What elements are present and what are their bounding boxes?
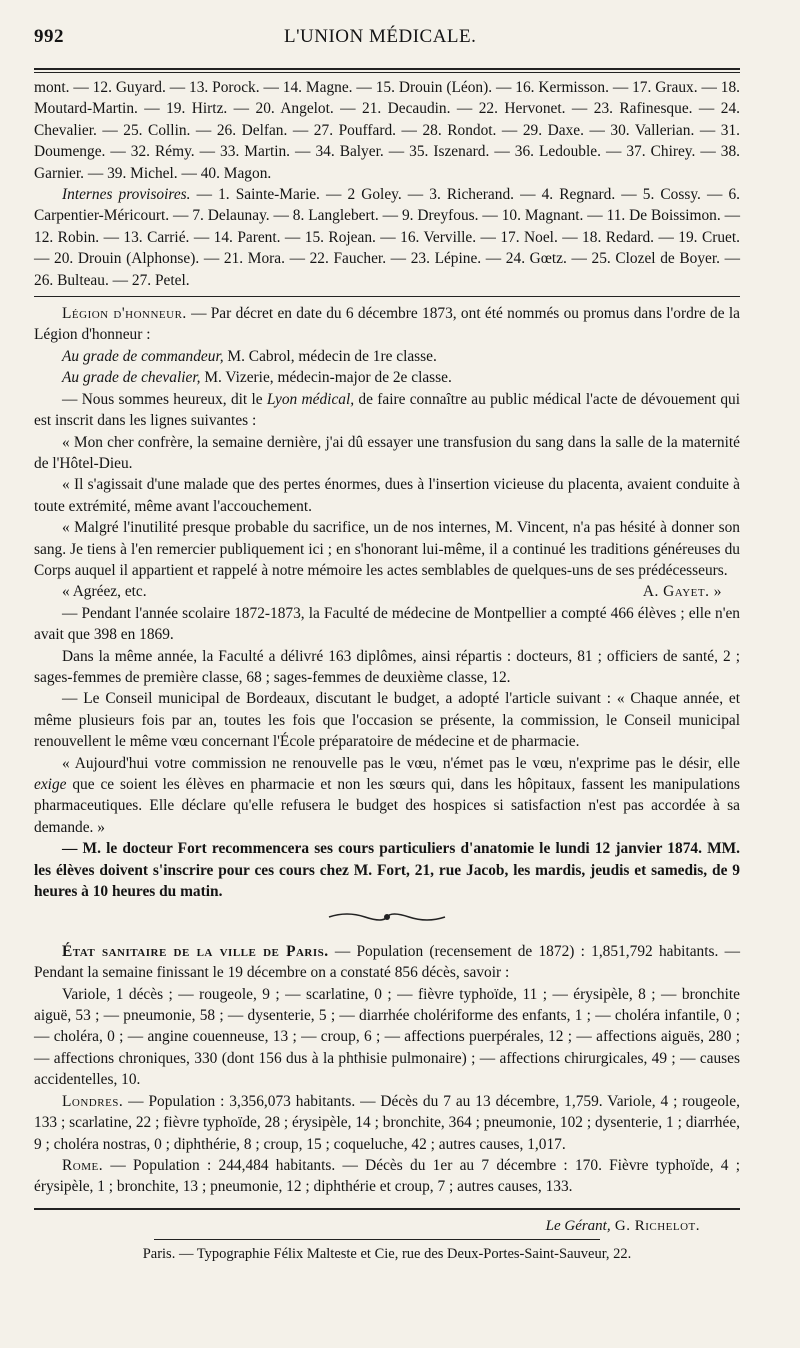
rome-paragraph: [34, 1155, 740, 1198]
letter-paragraph-2: « Il s'agissait d'une malade que des pertes énormes, dues à l'insertion vicieuse du placenta, avaient conduite à toute extrémité, même avant l'accouchement.: [34, 476, 740, 515]
rome-text: — Population : 244,484 habitants. — Décès du 1er au 7 décembre : 170. Fièvre typhoïde, 4 ; érysipèle, 1 ; bronchite, 13 ; pneumonie, 12 ; diphthérie et croup, 7 ; autres causes, 133.: [34, 1156, 740, 1196]
lyon-medical-title: Lyon médical,: [266, 390, 355, 408]
letter-paragraph-1: « Mon cher confrère, la semaine dernière, j'ai dû essayer une transfusion du sang dans la salle de la maternité de l'Hôtel-Dieu.: [34, 433, 740, 472]
journal-title: L'UNION MÉDICALE.: [284, 26, 477, 47]
letter-signature: A. Gayet. »: [642, 583, 722, 601]
diplomes-paragraph: Dans la même année, la Faculté a délivré 163 diplômes, ainsi répartis : docteurs, 81 ; officiers de santé, 2 ; sages-femmes de première classe, 68 ; sages-femmes de deuxième classe, 12.: [34, 647, 740, 686]
running-head: [34, 18, 740, 46]
commission-text-b: que ce soient les élèves en pharmacie et non les sœurs qui, dans les hôpitaux, fassent les manipulations pharmaceutiques. Elle déclare qu'elle refusera le budget des hospices si satisfaction n'est pas accordée à sa demande. »: [34, 776, 740, 836]
letter-paragraph-3: « Malgré l'inutilité presque probable du sacrifice, un de nos internes, M. Vincent, n'a pas hésité à donner son sang. Je tiens à l'en remercier publiquement ici ; en s'honorant lui-même, il a continué les traditions généreuses du Corps auquel il appartient et rappelé à notre mémoire les actes semblables de quelques-uns de ses prédécesseurs.: [34, 519, 740, 579]
londres-text: — Population : 3,356,073 habitants. — Décès du 7 au 13 décembre, 1,759. Variole, 4 ; rougeole, 133 ; scarlatine, 22 ; fièvre typhoïde, 28 ; érysipèle, 14 ; bronchite, 364 ; pneumonie, 102 ; dysenterie, 1 ; diarrhée, 9 ; choléra nostras, 0 ; diphthérie, 8 ; croup, 15 ; coqueluche, 42 ; autres causes, 1,017.: [34, 1092, 740, 1153]
commandeur-text: M. Cabrol, médecin de 1re classe.: [223, 347, 437, 365]
ornament-flourish-icon: [327, 911, 447, 923]
header-rule: [34, 68, 740, 73]
lyon-medical-intro: — Nous sommes heureux, dit le: [62, 390, 267, 408]
paris-deaths-paragraph: Variole, 1 décès ; — rougeole, 9 ; — scarlatine, 0 ; — fièvre typhoïde, 11 ; — érysipèle, 8 ; — bronchite aiguë, 53 ; — pneumonie, 58 ; — dysenterie, 5 ; — diarrhée cholériforme des enfants, 1 ; — choléra infantile, 0 ; — choléra, 0 ; — angine couenneuse, 13 ; — croup, 6 ; — affections puerpérales, 12 ; — affections aiguës, 280 ; — affections chroniques, 330 (dont 156 dus à la phthisie pulmonaire) ; — affections chirurgicales, 49 ; — causes accidentelles, 10.: [34, 985, 740, 1089]
section-rule: [34, 296, 740, 297]
gerant-label: Le Gérant,: [545, 1217, 611, 1234]
letter-closing: [34, 581, 740, 602]
rome-heading: Rome.: [62, 1156, 104, 1174]
gerant-name: G. Richelot.: [610, 1217, 700, 1234]
letter-greeting: « Agréez, etc.: [62, 583, 147, 601]
legion-honneur-text: — Par décret en date du 6 décembre 1873, ont été nommés ou promus dans l'ordre de la Légion d'honneur :: [34, 305, 740, 344]
externes-list-continued: mont. — 12. Guyard. — 13. Porock. — 14. Magne. — 15. Drouin (Léon). — 16. Kermisson. — 17. Graux. — 18. Moutard-Martin. — 19. Hirtz. — 20. Angelot. — 21. Decaudin. — 22. Hervonet. — 23. Rafinesque. — 24. Chevalier. — 25. Collin. — 26. Delfan. — 27. Pouffard. — 28. Rondot. — 29. Daxe. — 30. Vallerian. — 31. Doumenge. — 32. Rémy. — 33. Martin. — 34. Balyer. — 35. Iszenard. — 36. Ledouble. — 37. Chirey. — 38. Garnier. — 39. Michel. — 40. Magon.: [34, 79, 740, 182]
commission-text-a: « Aujourd'hui votre commission ne renouvelle pas le vœu, n'émet pas le vœu, n'exprime pas le désir, elle: [62, 754, 740, 772]
imprint-rule: [154, 1239, 600, 1240]
lyon-medical-rest: de faire connaître au public médical l'acte de dévouement qui est inscrit dans les lignes suivantes :: [34, 390, 740, 430]
commandeur-line: [34, 346, 740, 367]
etat-sanitaire-text: — Population (recensement de 1872) : 1,851,792 habitants. — Pendant la semaine finissant le 19 décembre on a constaté 856 décès, savoir :: [34, 942, 740, 982]
legion-honneur-paragraph: [34, 303, 740, 346]
internes-provisoires-heading: Internes provisoires.: [62, 186, 191, 204]
commission-paragraph: [34, 753, 740, 839]
commandeur-label: Au grade de commandeur,: [62, 347, 224, 365]
chevalier-label: Au grade de chevalier,: [62, 369, 201, 387]
bordeaux-paragraph: — Le Conseil municipal de Bordeaux, discutant le budget, a adopté l'article suivant : « Chaque année, et même plusieurs fois par an, toutes les fois que l'occasion se présente, la commission, le Conseil municipal renouvellent le même vœu concernant l'École préparatoire de médecine et de pharmacie.: [34, 690, 740, 751]
ornament-divider: [34, 909, 740, 930]
imprint-line: Paris. — Typographie Félix Malteste et Cie, rue des Deux-Portes-Saint-Sauveur, 22.: [142, 1245, 632, 1262]
etat-sanitaire-paragraph: [34, 941, 740, 984]
page-number: 992: [34, 26, 64, 47]
footer-rule: [34, 1208, 740, 1210]
internes-provisoires-paragraph: [34, 184, 740, 291]
lyon-medical-paragraph: [34, 389, 740, 432]
montpellier-paragraph: — Pendant l'année scolaire 1872-1873, la Faculté de médecine de Montpellier a compté 466 élèves ; elle n'en avait que 398 en 1869.: [34, 604, 740, 644]
legion-honneur-heading: Légion d'honneur.: [62, 305, 187, 323]
londres-heading: Londres.: [62, 1092, 124, 1110]
gerant-line: [34, 1218, 740, 1235]
chevalier-line: [34, 367, 740, 388]
fort-course-paragraph: — M. le docteur Fort recommencera ses cours particuliers d'anatomie le lundi 12 janvier 1874. MM. les élèves doivent s'inscrire pour ces cours chez M. Fort, 21, rue Jacob, les mardis, jeudis et samedis, de 9 heures à 10 heures du matin.: [34, 840, 740, 901]
commission-exige: exige: [34, 776, 67, 793]
chevalier-text: M. Vizerie, médecin-major de 2e classe.: [200, 369, 452, 387]
article-body: [34, 77, 740, 1198]
londres-paragraph: [34, 1091, 740, 1155]
internes-provisoires-list: — 1. Sainte-Marie. — 2 Goley. — 3. Richerand. — 4. Regnard. — 5. Cossy. — 6. Carpentier-Méricourt. — 7. Delaunay. — 8. Langlebert. — 9. Dreyfous. — 10. Magnant. — 11. De Boissimon. — 12. Robin. — 13. Carrié. — 14. Parent. — 15. Rojean. — 16. Verville. — 17. Noel. — 18. Redard. — 19. Cruet. — 20. Drouin (Alphonse). — 21. Mora. — 22. Faucher. — 23. Lépine. — 24. Gœtz. — 25. Clozel de Boyer. — 26. Bulteau. — 27. Petel.: [34, 186, 740, 289]
etat-sanitaire-heading: État sanitaire de la ville de Paris.: [62, 942, 329, 960]
